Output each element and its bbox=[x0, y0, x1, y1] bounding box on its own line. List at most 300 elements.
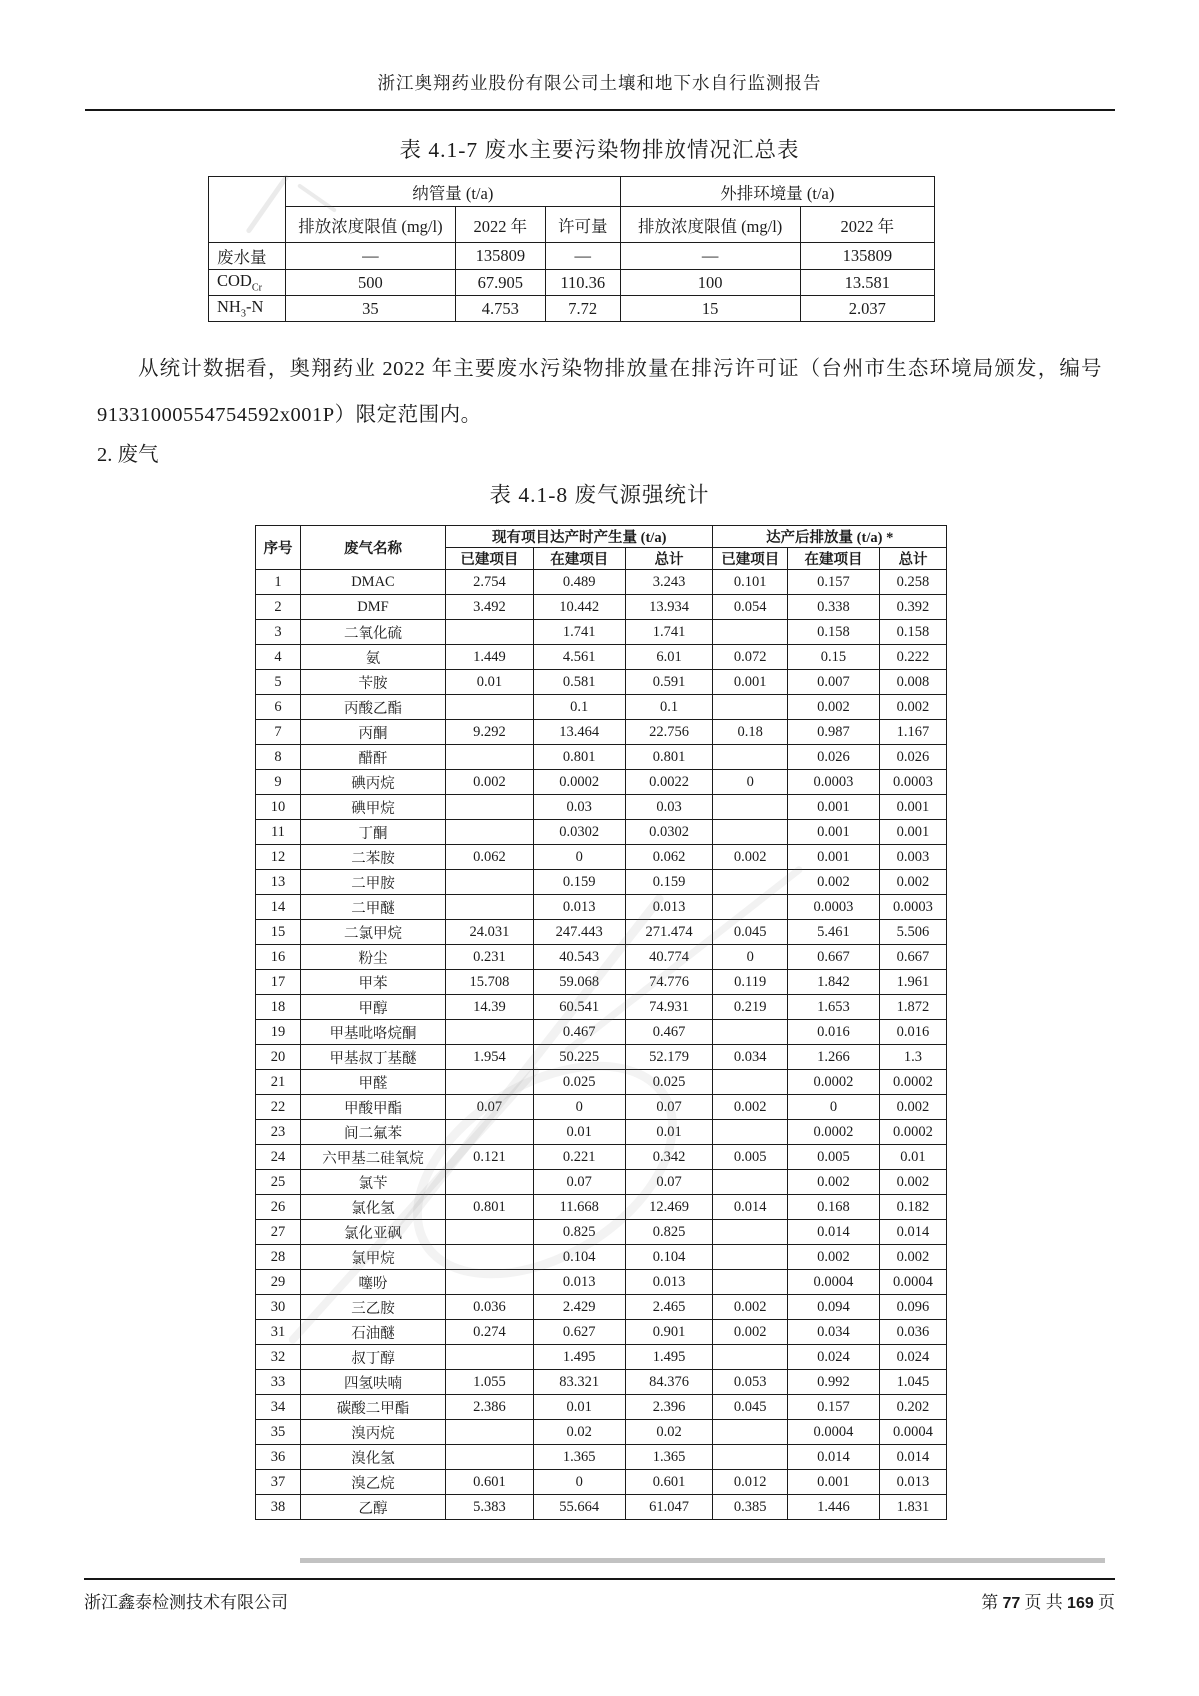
value-cell: 0.231 bbox=[446, 945, 534, 970]
value-cell: 0.222 bbox=[879, 645, 946, 670]
value-cell: 0.1 bbox=[533, 695, 625, 720]
value-cell: 0.1 bbox=[625, 695, 713, 720]
gas-name: 粉尘 bbox=[300, 945, 445, 970]
value-cell: 0.274 bbox=[446, 1320, 534, 1345]
value-cell: 0.001 bbox=[879, 795, 946, 820]
row-index: 15 bbox=[256, 920, 301, 945]
value-cell: 0.002 bbox=[788, 870, 880, 895]
gas-name: 氯化亚砜 bbox=[300, 1220, 445, 1245]
value-cell: 0.667 bbox=[879, 945, 946, 970]
value-cell: 0.0003 bbox=[879, 770, 946, 795]
value-cell: 0 bbox=[533, 845, 625, 870]
gas-name: DMAC bbox=[300, 570, 445, 595]
value-cell: 0.002 bbox=[713, 845, 788, 870]
value-cell bbox=[446, 1245, 534, 1270]
group-header-emission: 达产后排放量 (t/a) * bbox=[713, 526, 947, 548]
value-cell: 0.0002 bbox=[879, 1120, 946, 1145]
gas-name: 二甲胺 bbox=[300, 870, 445, 895]
page-footer bbox=[84, 1578, 1115, 1613]
value-cell: 0 bbox=[533, 1470, 625, 1495]
gas-name: 二甲醚 bbox=[300, 895, 445, 920]
value-cell: 0.016 bbox=[879, 1020, 946, 1045]
value-cell: 40.774 bbox=[625, 945, 713, 970]
table-row bbox=[256, 720, 947, 745]
table-row bbox=[256, 670, 947, 695]
value-cell: — bbox=[285, 243, 455, 270]
gas-name: 三乙胺 bbox=[300, 1295, 445, 1320]
row-index: 3 bbox=[256, 620, 301, 645]
value-cell: 0.034 bbox=[788, 1320, 880, 1345]
value-cell: 1.495 bbox=[533, 1345, 625, 1370]
value-cell: 60.541 bbox=[533, 995, 625, 1020]
value-cell: 247.443 bbox=[533, 920, 625, 945]
value-cell: 0.467 bbox=[533, 1020, 625, 1045]
gas-name: 丙酮 bbox=[300, 720, 445, 745]
table-row bbox=[256, 1295, 947, 1320]
value-cell bbox=[446, 1445, 534, 1470]
value-cell bbox=[713, 870, 788, 895]
value-cell: 0.008 bbox=[879, 670, 946, 695]
table-row bbox=[256, 1145, 947, 1170]
row-index: 11 bbox=[256, 820, 301, 845]
col-header: 排放浓度限值 (mg/l) bbox=[620, 207, 800, 243]
value-cell: 0.825 bbox=[625, 1220, 713, 1245]
gas-name: 甲苯 bbox=[300, 970, 445, 995]
value-cell: 5.461 bbox=[788, 920, 880, 945]
value-cell: 12.469 bbox=[625, 1195, 713, 1220]
row-index: 25 bbox=[256, 1170, 301, 1195]
value-cell: 1.167 bbox=[879, 720, 946, 745]
col-header: 许可量 bbox=[545, 207, 620, 243]
value-cell: 0.002 bbox=[879, 695, 946, 720]
row-index: 6 bbox=[256, 695, 301, 720]
gas-name: 丙酸乙酯 bbox=[300, 695, 445, 720]
value-cell bbox=[446, 745, 534, 770]
section-heading-waste-gas: 2. 废气 bbox=[97, 444, 159, 466]
value-cell: 13.464 bbox=[533, 720, 625, 745]
gas-name: 碘丙烷 bbox=[300, 770, 445, 795]
value-cell: 1.653 bbox=[788, 995, 880, 1020]
row-index: 4 bbox=[256, 645, 301, 670]
value-cell: 0.591 bbox=[625, 670, 713, 695]
value-cell: 0.601 bbox=[446, 1470, 534, 1495]
value-cell bbox=[713, 745, 788, 770]
row-index: 17 bbox=[256, 970, 301, 995]
value-cell bbox=[446, 1420, 534, 1445]
value-cell bbox=[446, 1270, 534, 1295]
value-cell: 0.013 bbox=[533, 1270, 625, 1295]
gas-name: 二氧化硫 bbox=[300, 620, 445, 645]
table-row bbox=[256, 1045, 947, 1070]
value-cell: 24.031 bbox=[446, 920, 534, 945]
table-row bbox=[256, 1320, 947, 1345]
value-cell: 0 bbox=[788, 1095, 880, 1120]
value-cell: 0.0003 bbox=[788, 895, 880, 920]
table1-title: 表 4.1-7 废水主要污染物排放情况汇总表 bbox=[399, 138, 800, 162]
gas-name: 四氢呋喃 bbox=[300, 1370, 445, 1395]
value-cell: 0.054 bbox=[713, 595, 788, 620]
gas-name: 氨 bbox=[300, 645, 445, 670]
value-cell: 0.001 bbox=[788, 795, 880, 820]
table-row bbox=[256, 595, 947, 620]
value-cell: 1.365 bbox=[533, 1445, 625, 1470]
value-cell: 0.0302 bbox=[625, 820, 713, 845]
row-index: 20 bbox=[256, 1045, 301, 1070]
row-index: 31 bbox=[256, 1320, 301, 1345]
table-row bbox=[256, 1270, 947, 1295]
footer-label: 页 共 bbox=[1020, 1593, 1068, 1612]
row-index: 27 bbox=[256, 1220, 301, 1245]
row-index: 26 bbox=[256, 1195, 301, 1220]
row-index: 19 bbox=[256, 1020, 301, 1045]
value-cell: 0.101 bbox=[713, 570, 788, 595]
value-cell bbox=[446, 1070, 534, 1095]
row-index: 35 bbox=[256, 1420, 301, 1445]
value-cell: 0.15 bbox=[788, 645, 880, 670]
pollutant-label: 废水量 bbox=[209, 243, 286, 270]
row-index: 14 bbox=[256, 895, 301, 920]
footer-page-number bbox=[981, 1588, 1115, 1613]
gas-name: 丁酮 bbox=[300, 820, 445, 845]
value-cell: 50.225 bbox=[533, 1045, 625, 1070]
table-row bbox=[256, 745, 947, 770]
value-cell bbox=[446, 1020, 534, 1045]
value-cell: 2.386 bbox=[446, 1395, 534, 1420]
value-cell bbox=[713, 1070, 788, 1095]
value-cell: 0.034 bbox=[713, 1045, 788, 1070]
gas-name: 噻吩 bbox=[300, 1270, 445, 1295]
value-cell: 1.741 bbox=[533, 620, 625, 645]
value-cell: 0.07 bbox=[446, 1095, 534, 1120]
value-cell: 0.104 bbox=[625, 1245, 713, 1270]
value-cell: 0.987 bbox=[788, 720, 880, 745]
gas-name: 溴丙烷 bbox=[300, 1420, 445, 1445]
value-cell: 6.01 bbox=[625, 645, 713, 670]
footer-total-pages: 169 bbox=[1067, 1595, 1094, 1612]
value-cell bbox=[446, 1120, 534, 1145]
value-cell: 0.221 bbox=[533, 1145, 625, 1170]
value-cell: 0.014 bbox=[879, 1220, 946, 1245]
value-cell: 0.601 bbox=[625, 1470, 713, 1495]
table-row bbox=[256, 1445, 947, 1470]
value-cell: 0.002 bbox=[879, 1245, 946, 1270]
value-cell: 0.045 bbox=[713, 1395, 788, 1420]
value-cell: 0.0002 bbox=[879, 1070, 946, 1095]
value-cell: 0.467 bbox=[625, 1020, 713, 1045]
value-cell: 0.385 bbox=[713, 1495, 788, 1520]
value-cell: 40.543 bbox=[533, 945, 625, 970]
value-cell: 0.121 bbox=[446, 1145, 534, 1170]
value-cell: 1.055 bbox=[446, 1370, 534, 1395]
table2-title: 表 4.1-8 废气源强统计 bbox=[489, 483, 710, 507]
col-header: 2022 年 bbox=[455, 207, 545, 243]
row-index: 8 bbox=[256, 745, 301, 770]
value-cell: 1.961 bbox=[879, 970, 946, 995]
value-cell: 52.179 bbox=[625, 1045, 713, 1070]
gas-name: 氯化氢 bbox=[300, 1195, 445, 1220]
value-cell: 0.157 bbox=[788, 570, 880, 595]
value-cell: 0.014 bbox=[879, 1445, 946, 1470]
value-cell: 15.708 bbox=[446, 970, 534, 995]
value-cell: 0.002 bbox=[713, 1320, 788, 1345]
footer-company: 浙江鑫泰检测技术有限公司 bbox=[84, 1593, 288, 1612]
value-cell: 0.03 bbox=[625, 795, 713, 820]
value-cell: 0.02 bbox=[625, 1420, 713, 1445]
value-cell: 74.931 bbox=[625, 995, 713, 1020]
value-cell: 0.158 bbox=[788, 620, 880, 645]
value-cell: 0.024 bbox=[879, 1345, 946, 1370]
gas-name: 间二氟苯 bbox=[300, 1120, 445, 1145]
value-cell: 0.168 bbox=[788, 1195, 880, 1220]
gas-name: 甲醛 bbox=[300, 1070, 445, 1095]
value-cell: 15 bbox=[620, 296, 800, 322]
value-cell: 0.012 bbox=[713, 1470, 788, 1495]
sub-header: 总计 bbox=[625, 548, 713, 570]
table-row bbox=[256, 1395, 947, 1420]
sub-header: 已建项目 bbox=[446, 548, 534, 570]
col-header: 排放浓度限值 (mg/l) bbox=[285, 207, 455, 243]
value-cell: 11.668 bbox=[533, 1195, 625, 1220]
value-cell: 5.506 bbox=[879, 920, 946, 945]
value-cell: 0.001 bbox=[788, 845, 880, 870]
value-cell: — bbox=[545, 243, 620, 270]
row-index: 5 bbox=[256, 670, 301, 695]
group-header-environment: 外排环境量 (t/a) bbox=[620, 177, 934, 207]
value-cell: 59.068 bbox=[533, 970, 625, 995]
table-row bbox=[256, 1070, 947, 1095]
gas-name: 醋酐 bbox=[300, 745, 445, 770]
value-cell: 0.158 bbox=[879, 620, 946, 645]
value-cell: 0.202 bbox=[879, 1395, 946, 1420]
gas-name: 叔丁醇 bbox=[300, 1345, 445, 1370]
value-cell: 55.664 bbox=[533, 1495, 625, 1520]
value-cell bbox=[446, 1220, 534, 1245]
row-index: 30 bbox=[256, 1295, 301, 1320]
value-cell: 0.01 bbox=[879, 1145, 946, 1170]
gas-name: 氯苄 bbox=[300, 1170, 445, 1195]
row-index: 13 bbox=[256, 870, 301, 895]
value-cell: 0.001 bbox=[788, 820, 880, 845]
row-index: 38 bbox=[256, 1495, 301, 1520]
gas-name: 溴乙烷 bbox=[300, 1470, 445, 1495]
value-cell bbox=[446, 1170, 534, 1195]
value-cell: 0.489 bbox=[533, 570, 625, 595]
table-row bbox=[256, 870, 947, 895]
value-cell: 22.756 bbox=[625, 720, 713, 745]
value-cell: 0 bbox=[713, 945, 788, 970]
value-cell: 1.365 bbox=[625, 1445, 713, 1470]
value-cell: 0.01 bbox=[533, 1120, 625, 1145]
value-cell: 0.0002 bbox=[533, 770, 625, 795]
row-index: 2 bbox=[256, 595, 301, 620]
row-index: 29 bbox=[256, 1270, 301, 1295]
table-row bbox=[256, 820, 947, 845]
value-cell: 0.01 bbox=[625, 1120, 713, 1145]
sub-header: 已建项目 bbox=[713, 548, 788, 570]
value-cell: 0.801 bbox=[625, 745, 713, 770]
footer-current-page: 77 bbox=[1002, 1595, 1021, 1612]
value-cell: 0.0002 bbox=[788, 1070, 880, 1095]
value-cell: 100 bbox=[620, 270, 800, 296]
row-index: 18 bbox=[256, 995, 301, 1020]
value-cell: 0.001 bbox=[713, 670, 788, 695]
value-cell: 1.872 bbox=[879, 995, 946, 1020]
col-header: 2022 年 bbox=[800, 207, 934, 243]
gas-name: 甲酸甲酯 bbox=[300, 1095, 445, 1120]
value-cell: 0.0004 bbox=[879, 1420, 946, 1445]
value-cell: 0.096 bbox=[879, 1295, 946, 1320]
value-cell: 0.024 bbox=[788, 1345, 880, 1370]
value-cell: 5.383 bbox=[446, 1495, 534, 1520]
corner-cell bbox=[209, 177, 286, 243]
table-row bbox=[256, 1195, 947, 1220]
pollutant-label: $NH_3-N$ bbox=[209, 296, 286, 322]
waste-gas-source-table bbox=[255, 525, 947, 1520]
table-row bbox=[256, 995, 947, 1020]
table-row bbox=[256, 1245, 947, 1270]
table2-group-header-row bbox=[256, 526, 947, 548]
value-cell: 0.003 bbox=[879, 845, 946, 870]
value-cell: 0.0004 bbox=[788, 1270, 880, 1295]
value-cell: 0.013 bbox=[625, 1270, 713, 1295]
value-cell bbox=[713, 1220, 788, 1245]
group-header-generation: 现有项目达产时产生量 (t/a) bbox=[446, 526, 713, 548]
row-index: 22 bbox=[256, 1095, 301, 1120]
value-cell: 83.321 bbox=[533, 1370, 625, 1395]
gas-name: 二氯甲烷 bbox=[300, 920, 445, 945]
value-cell: 0.094 bbox=[788, 1295, 880, 1320]
group-header-pipe: 纳管量 (t/a) bbox=[285, 177, 620, 207]
value-cell: 74.776 bbox=[625, 970, 713, 995]
value-cell: 0.0002 bbox=[788, 1120, 880, 1145]
value-cell: 4.753 bbox=[455, 296, 545, 322]
value-cell: 0.342 bbox=[625, 1145, 713, 1170]
value-cell: 0.0302 bbox=[533, 820, 625, 845]
value-cell: 0.258 bbox=[879, 570, 946, 595]
value-cell bbox=[713, 695, 788, 720]
value-cell bbox=[713, 820, 788, 845]
table-row bbox=[256, 1170, 947, 1195]
value-cell bbox=[446, 820, 534, 845]
value-cell bbox=[713, 1345, 788, 1370]
table1-group-header-row bbox=[209, 177, 935, 207]
value-cell: 0.392 bbox=[879, 595, 946, 620]
gas-name: 碘甲烷 bbox=[300, 795, 445, 820]
value-cell: 0.005 bbox=[713, 1145, 788, 1170]
value-cell bbox=[713, 895, 788, 920]
row-index: 23 bbox=[256, 1120, 301, 1145]
value-cell: 13.581 bbox=[800, 270, 934, 296]
gas-name: 石油醚 bbox=[300, 1320, 445, 1345]
value-cell: 0.007 bbox=[788, 670, 880, 695]
value-cell bbox=[713, 1020, 788, 1045]
value-cell: 0.0004 bbox=[788, 1420, 880, 1445]
value-cell: 0.0022 bbox=[625, 770, 713, 795]
value-cell: 14.39 bbox=[446, 995, 534, 1020]
row-index: 9 bbox=[256, 770, 301, 795]
pollutant-label: $COD_{Cr}$ bbox=[209, 270, 286, 296]
value-cell: 135809 bbox=[800, 243, 934, 270]
value-cell: 9.292 bbox=[446, 720, 534, 745]
value-cell: 0.014 bbox=[788, 1445, 880, 1470]
table-row bbox=[256, 645, 947, 670]
value-cell: 61.047 bbox=[625, 1495, 713, 1520]
value-cell: 3.492 bbox=[446, 595, 534, 620]
gas-name: 溴化氢 bbox=[300, 1445, 445, 1470]
row-index: 16 bbox=[256, 945, 301, 970]
document-header-title: 浙江奥翔药业股份有限公司土壤和地下水自行监测报告 bbox=[377, 73, 822, 93]
value-cell: 0.07 bbox=[533, 1170, 625, 1195]
value-cell: 0.005 bbox=[788, 1145, 880, 1170]
col-header-index: 序号 bbox=[256, 526, 301, 570]
value-cell: 0.045 bbox=[713, 920, 788, 945]
value-cell: 0.219 bbox=[713, 995, 788, 1020]
value-cell: 2.465 bbox=[625, 1295, 713, 1320]
value-cell: 135809 bbox=[455, 243, 545, 270]
value-cell: 0.026 bbox=[879, 745, 946, 770]
gas-name: 乙醇 bbox=[300, 1495, 445, 1520]
gas-name: 碳酸二甲酯 bbox=[300, 1395, 445, 1420]
table-row bbox=[256, 695, 947, 720]
value-cell: 0.002 bbox=[879, 870, 946, 895]
table-row bbox=[256, 1420, 947, 1445]
gas-name: 甲基吡咯烷酮 bbox=[300, 1020, 445, 1045]
value-cell bbox=[446, 1345, 534, 1370]
value-cell: 1.3 bbox=[879, 1045, 946, 1070]
value-cell: 0.581 bbox=[533, 670, 625, 695]
value-cell: 0.0004 bbox=[879, 1270, 946, 1295]
value-cell: 0.07 bbox=[625, 1170, 713, 1195]
value-cell: 0.825 bbox=[533, 1220, 625, 1245]
gas-name: DMF bbox=[300, 595, 445, 620]
value-cell: 0.627 bbox=[533, 1320, 625, 1345]
summary-paragraph: 从统计数据看，奥翔药业 2022 年主要废水污染物排放量在排污许可证（台州市生态环境局颁发，编号 91331000554754592x001P）限定范围内。 bbox=[97, 358, 1102, 426]
value-cell: 1.266 bbox=[788, 1045, 880, 1070]
value-cell: 0 bbox=[713, 770, 788, 795]
value-cell: 0.025 bbox=[533, 1070, 625, 1095]
row-index: 1 bbox=[256, 570, 301, 595]
footer-label: 第 bbox=[981, 1593, 1003, 1612]
value-cell bbox=[446, 895, 534, 920]
value-cell: 0.013 bbox=[625, 895, 713, 920]
table-row bbox=[209, 243, 935, 270]
value-cell: 0.002 bbox=[713, 1295, 788, 1320]
value-cell: 67.905 bbox=[455, 270, 545, 296]
value-cell: — bbox=[620, 243, 800, 270]
value-cell: 0.001 bbox=[788, 1470, 880, 1495]
table1-sub-header-row bbox=[209, 207, 935, 243]
value-cell: 0.159 bbox=[533, 870, 625, 895]
value-cell: 0.02 bbox=[533, 1420, 625, 1445]
sub-header: 总计 bbox=[879, 548, 946, 570]
table-row bbox=[256, 1370, 947, 1395]
value-cell: 0.0003 bbox=[879, 895, 946, 920]
value-cell: 0.002 bbox=[788, 1245, 880, 1270]
row-index: 36 bbox=[256, 1445, 301, 1470]
value-cell: 0.016 bbox=[788, 1020, 880, 1045]
value-cell: 0.159 bbox=[625, 870, 713, 895]
value-cell: 0.992 bbox=[788, 1370, 880, 1395]
table-row bbox=[256, 1470, 947, 1495]
col-header-gas-name: 废气名称 bbox=[300, 526, 445, 570]
value-cell: 0.801 bbox=[446, 1195, 534, 1220]
value-cell: 10.442 bbox=[533, 595, 625, 620]
row-index: 37 bbox=[256, 1470, 301, 1495]
value-cell: 1.741 bbox=[625, 620, 713, 645]
value-cell: 110.36 bbox=[545, 270, 620, 296]
table-row bbox=[256, 1220, 947, 1245]
value-cell: 1.045 bbox=[879, 1370, 946, 1395]
